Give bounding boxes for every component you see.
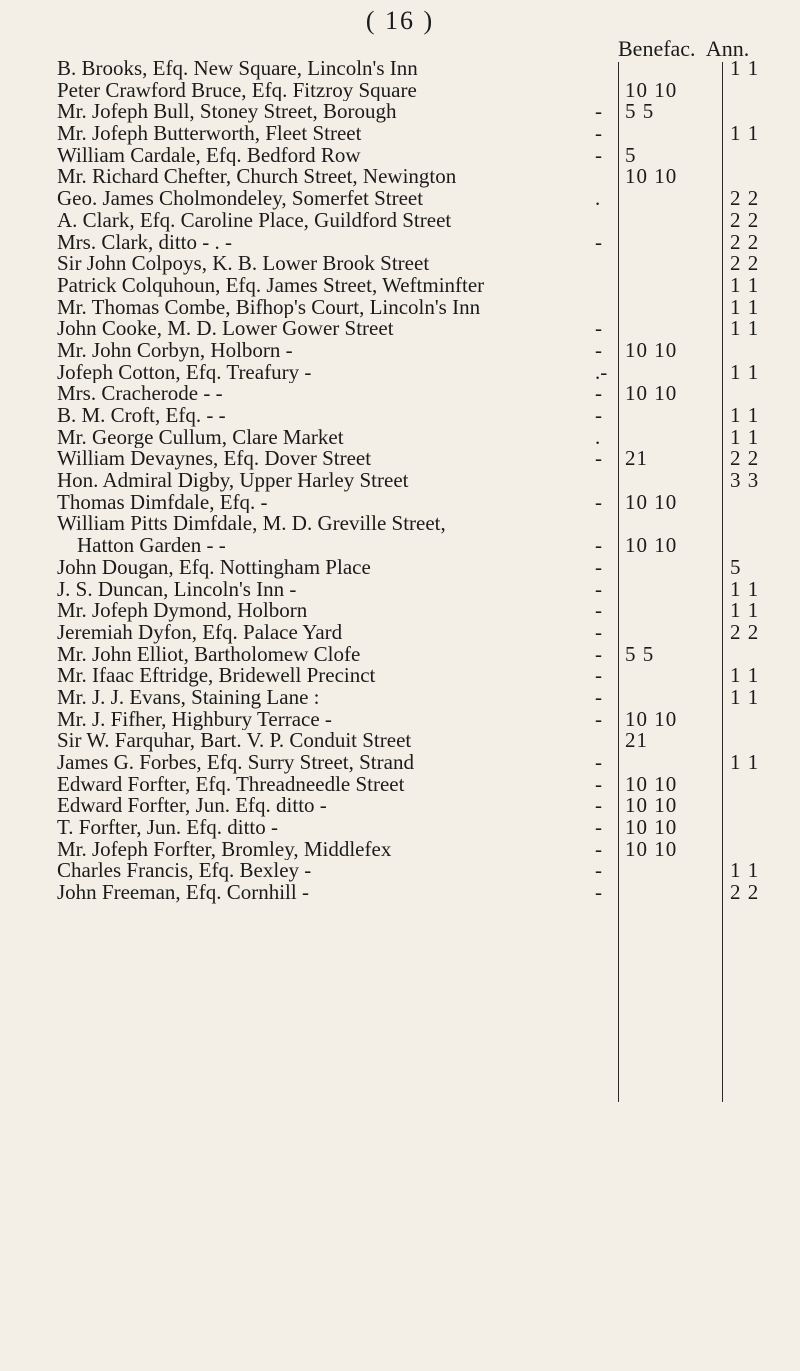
benefaction-amount: 5 5: [625, 641, 655, 666]
subscriber-name: [57, 641, 617, 666]
subscriber-name: [57, 730, 617, 752]
leader-dash: -: [595, 706, 602, 731]
subscriber-row: [0, 817, 800, 839]
subscriber-name-text: Geo. James Cholmondeley, Somerfet Street: [57, 188, 424, 210]
subscriber-name-text: Sir W. Farquhar, Bart. V. P. Conduit Street: [57, 730, 412, 753]
subscriber-row: [0, 207, 800, 232]
subscriber-row: [0, 706, 800, 731]
subscriber-name-text: William Pitts Dimfdale, M. D. Greville Street,: [57, 513, 446, 536]
annual-amount: 1 1: [730, 576, 760, 601]
subscriber-row: [0, 188, 800, 210]
leader-dash: -: [595, 316, 602, 341]
subscriber-name: [57, 771, 617, 796]
annual-amount: 2 2: [730, 619, 760, 644]
leader-dash: -: [595, 554, 602, 579]
subscriber-name-text: Mr. John Elliot, Bartholomew Clofe: [57, 643, 361, 666]
subscriber-name: [57, 513, 617, 556]
subscriber-name: [57, 600, 617, 622]
leader-dash: -: [595, 533, 602, 558]
subscriber-name-text: John Dougan, Efq. Nottingham Place: [57, 556, 371, 579]
subscriber-row: [0, 101, 800, 123]
subscriber-row: [0, 123, 800, 145]
leader-dash: -: [595, 142, 602, 167]
page-number: ( 16 ): [365, 6, 435, 35]
subscriber-name: [57, 554, 617, 579]
subscriber-row: [0, 576, 800, 601]
subscriber-name: [57, 619, 617, 644]
annual-amount: 1 1: [730, 684, 760, 709]
subscriber-name-text: J. S. Duncan, Lincoln's Inn -: [57, 578, 297, 601]
subscriber-row: [0, 513, 800, 556]
leader-dash: -: [595, 229, 602, 254]
subscriber-row: [0, 77, 800, 102]
subscriber-name-text: B. Brooks, Efq. New Square, Lincoln's Inn: [57, 58, 418, 80]
benefaction-header: Benefac.: [618, 36, 696, 61]
subscriber-name-text: Peter Crawford Bruce, Efq. Fitzroy Square: [57, 79, 417, 102]
subscriber-name: [57, 337, 617, 362]
subscriber-row: [0, 253, 800, 275]
subscriber-name-text: William Cardale, Efq. Bedford Row: [57, 144, 361, 167]
subscriber-row: [0, 836, 800, 861]
subscriber-name: [57, 210, 617, 232]
subscriber-name: [57, 142, 617, 167]
subscriber-row: [0, 882, 800, 904]
subscriber-row: [0, 684, 800, 709]
subscriber-name-text: Charles Francis, Efq. Bexley -: [57, 860, 312, 883]
subscriber-name-text: Sir John Colpoys, K. B. Lower Brook Street: [57, 253, 430, 275]
subscriber-name-text: Mr. J. J. Evans, Staining Lane :: [57, 686, 320, 709]
subscriber-row: [0, 860, 800, 882]
subscriber-name: [57, 123, 617, 145]
subscriber-name-text: Jeremiah Dyfon, Efq. Palace Yard: [57, 621, 343, 644]
benefaction-amount: 10 10: [625, 337, 678, 362]
subscriber-name: [57, 253, 617, 275]
leader-dash: -: [595, 403, 602, 427]
benefaction-amount: 5 5: [625, 99, 655, 124]
subscriber-row: [0, 294, 800, 319]
leader-dash: -: [595, 836, 602, 861]
benefaction-amount: 10 10: [625, 815, 678, 840]
subscriber-row: [0, 489, 800, 514]
subscriber-row: [0, 142, 800, 167]
leader-dash: -: [595, 489, 602, 514]
subscriber-name-text: Edward Forfter, Efq. Threadneedle Street: [57, 773, 405, 796]
subscriber-name: [57, 576, 617, 601]
subscriber-name: [57, 424, 617, 449]
subscriber-row: [0, 58, 800, 80]
benefaction-amount: 10 10: [625, 489, 678, 514]
subscriber-name-text: Mr. John Corbyn, Holborn -: [57, 339, 293, 362]
subscriber-row: [0, 359, 800, 384]
leader-dash: -: [595, 641, 602, 666]
benefaction-amount: 10 10: [625, 381, 678, 406]
subscriber-name-text: John Cooke, M. D. Lower Gower Street: [57, 318, 394, 340]
subscriber-row: [0, 641, 800, 666]
benefaction-amount: 21: [625, 446, 648, 471]
benefaction-amount: 10 10: [625, 793, 678, 818]
benefaction-amount: 10 10: [625, 164, 678, 189]
benefaction-amount: 10 10: [625, 533, 678, 558]
annual-amount: 1 1: [730, 858, 760, 883]
subscriber-name: [57, 684, 617, 709]
leader-dash: .: [595, 186, 601, 211]
subscriber-name: [57, 297, 617, 319]
subscriber-name: [57, 405, 617, 427]
subscriber-name-text: Mr. Jofeph Dymond, Holborn: [57, 600, 308, 622]
annual-amount: 5: [730, 554, 742, 579]
subscriber-name-text: Mr. Jofeph Butterworth, Fleet Street: [57, 123, 362, 145]
leader-dash: -: [595, 663, 602, 688]
subscriber-name: [57, 383, 617, 405]
leader-dash: -: [595, 99, 602, 124]
subscriber-name: [57, 166, 617, 188]
leader-dash: -: [595, 446, 602, 471]
annual-amount: 2 2: [730, 880, 760, 905]
subscriber-name-text: A. Clark, Efq. Caroline Place, Guildford Street: [57, 209, 452, 232]
subscriber-row: [0, 448, 800, 470]
leader-dash: -: [595, 858, 602, 883]
leader-dash: -: [595, 684, 602, 709]
leader-dash: -: [595, 598, 602, 623]
leader-dash: -: [595, 121, 602, 146]
annual-amount: 2 2: [730, 229, 760, 254]
subscriber-row: [0, 405, 800, 427]
subscriber-row: [0, 166, 800, 188]
benefaction-amount: 21: [625, 728, 648, 753]
subscriber-row: [0, 424, 800, 449]
leader-dash: .-: [595, 359, 608, 384]
annual-amount: 1 1: [730, 424, 760, 449]
subscriber-name: [57, 882, 617, 904]
benefaction-amount: 10 10: [625, 77, 678, 102]
subscriber-row: [0, 665, 800, 687]
subscriber-name-text: Mr. J. Fifher, Highbury Terrace -: [57, 708, 332, 731]
annual-amount: 1 1: [730, 121, 760, 146]
subscriber-row: [0, 229, 800, 254]
subscriber-row: [0, 795, 800, 817]
subscriber-name-text: Patrick Colquhoun, Efq. James Street, Weftminfter: [57, 274, 485, 297]
annual-amount: 1 1: [730, 750, 760, 775]
annual-amount: 1 1: [730, 316, 760, 341]
subscriber-name-text: Mrs. Clark, ditto - . -: [57, 231, 232, 254]
leader-dash: -: [595, 576, 602, 601]
subscriber-name-text: Mr. Richard Chefter, Church Street, Newington: [57, 166, 457, 189]
subscriber-name: [57, 665, 617, 687]
leader-dash: -: [595, 815, 602, 840]
annual-header: Ann.: [705, 36, 750, 61]
leader-dash: -: [595, 337, 602, 362]
leader-dash: -: [595, 771, 602, 796]
subscriber-name: [57, 318, 617, 340]
subscriber-name: [57, 359, 617, 384]
subscriber-name: [57, 836, 617, 861]
subscriber-name-text: B. M. Croft, Efq. - -: [57, 405, 226, 427]
leader-dash: -: [595, 880, 602, 905]
subscriber-name-text: James G. Forbes, Efq. Surry Street, Strand: [57, 752, 414, 774]
subscriber-name-text: William Devaynes, Efq. Dover Street: [57, 448, 372, 471]
benefaction-amount: 10 10: [625, 771, 678, 796]
benefaction-amount: 5: [625, 142, 637, 167]
subscriber-name: [57, 817, 617, 839]
subscriber-row: [0, 318, 800, 340]
subscriber-row: [0, 752, 800, 774]
annual-amount: 3 3: [730, 468, 760, 493]
subscriber-name-continuation: Hatton Garden - -: [77, 533, 226, 557]
subscriber-name-text: Mrs. Cracherode - -: [57, 383, 223, 406]
leader-dash: -: [595, 750, 602, 775]
annual-amount: 2 2: [730, 207, 760, 232]
subscriber-row: [0, 554, 800, 579]
subscriber-name: [57, 275, 617, 297]
subscriber-name-text: Edward Forfter, Jun. Efq. ditto -: [57, 795, 327, 818]
subscriber-row: [0, 470, 800, 492]
subscriber-list: [0, 58, 800, 904]
subscriber-name-text: Mr. Ifaac Eftridge, Bridewell Precinct: [57, 665, 376, 687]
annual-amount: 1 1: [730, 294, 760, 319]
subscriber-name: [57, 489, 617, 514]
subscriber-name: [57, 860, 617, 882]
subscriber-row: [0, 383, 800, 405]
annual-amount: 1 1: [730, 272, 760, 297]
annual-amount: 2 2: [730, 251, 760, 276]
leader-dash: -: [595, 793, 602, 818]
benefaction-amount: 10 10: [625, 706, 678, 731]
subscriber-name: [57, 795, 617, 817]
subscriber-row: [0, 619, 800, 644]
annual-amount: 1 1: [730, 663, 760, 688]
subscriber-name-text: Hon. Admiral Digby, Upper Harley Street: [57, 470, 409, 492]
leader-dash: -: [595, 619, 602, 644]
leader-dash: -: [595, 381, 602, 406]
subscriber-name: [57, 188, 617, 210]
subscriber-name-text: Mr. George Cullum, Clare Market: [57, 426, 344, 449]
annual-amount: 1 1: [730, 403, 760, 427]
subscriber-row: [0, 337, 800, 362]
subscriber-name: [57, 101, 617, 123]
subscriber-name: [57, 706, 617, 731]
subscriber-name: [57, 58, 617, 80]
subscriber-name-text: Mr. Thomas Combe, Bifhop's Court, Lincoln's Inn: [57, 296, 481, 319]
annual-amount: 1 1: [730, 359, 760, 384]
subscriber-row: [0, 771, 800, 796]
leader-dash: .: [595, 424, 601, 449]
subscriber-name-text: Jofeph Cotton, Efq. Treafury -: [57, 361, 312, 384]
subscriber-row: [0, 600, 800, 622]
subscriber-name-text: Thomas Dimfdale, Efq. -: [57, 491, 268, 514]
subscriber-row: [0, 730, 800, 752]
subscriber-name-text: T. Forfter, Jun. Efq. ditto -: [57, 817, 278, 839]
subscriber-name: [57, 752, 617, 774]
annual-amount: 1 1: [730, 56, 760, 80]
subscriber-name: [57, 229, 617, 254]
subscriber-row: [0, 272, 800, 297]
subscriber-name-text: John Freeman, Efq. Cornhill -: [57, 882, 309, 904]
subscriber-name: [57, 448, 617, 470]
subscriber-name: [57, 80, 617, 102]
subscriber-name: [57, 470, 617, 492]
annual-amount: 2 2: [730, 446, 760, 471]
annual-amount: 1 1: [730, 598, 760, 623]
subscriber-name-text: Mr. Jofeph Forfter, Bromley, Middlefex: [57, 838, 392, 861]
annual-amount: 2 2: [730, 186, 760, 211]
subscriber-name-text: Mr. Jofeph Bull, Stoney Street, Borough: [57, 101, 397, 124]
benefaction-amount: 10 10: [625, 836, 678, 861]
